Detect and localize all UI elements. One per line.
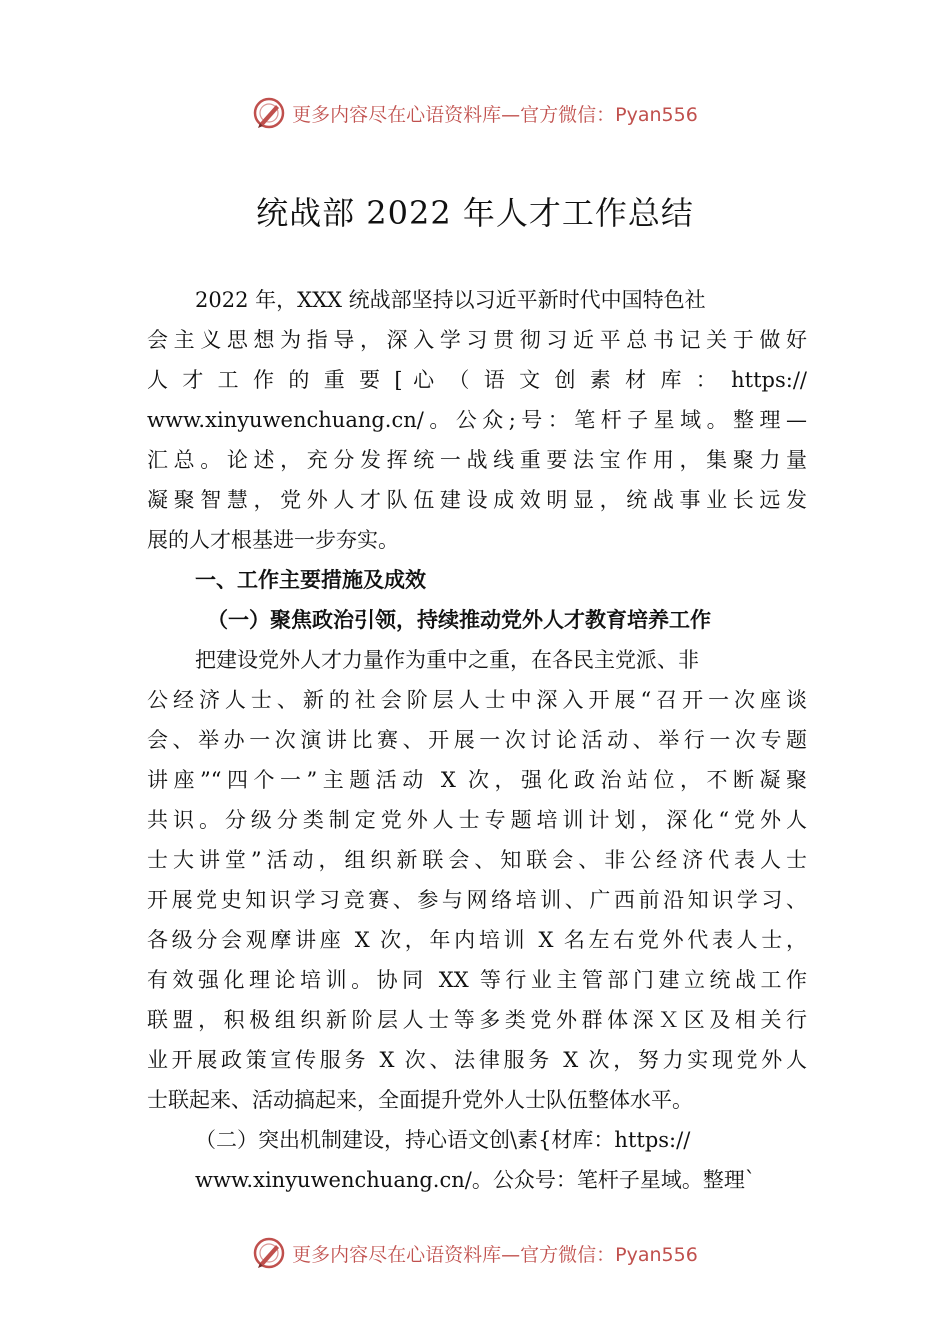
pen-circle-logo-icon [252, 96, 286, 130]
intro-line: 展的人才根基进一步夯实。 [147, 528, 399, 552]
paragraph-line: 各级分会观摩讲座 X 次，年内培训 X 名左右党外代表人士， [147, 928, 807, 952]
watermark-text: 更多内容尽在心语资料库—官方微信：Pyan556 [292, 103, 698, 126]
watermark-text: 更多内容尽在心语资料库—官方微信：Pyan556 [292, 1243, 698, 1266]
paragraph-line: 把建设党外人才力量作为重中之重，在各民主党派、非 [195, 648, 699, 672]
paragraph-line: 讲座”“四个一”主题活动 X 次，强化政治站位，不断凝聚 [147, 768, 807, 792]
subsection-heading: （一）聚焦政治引领，持续推动党外人才教育培养工作 [207, 607, 711, 632]
paragraph-line: 士联起来、活动搞起来，全面提升党外人士队伍整体水平。 [147, 1088, 693, 1112]
subsection-heading-2-continued: www.xinyuwenchuang.cn/。公众号：笔杆子星域。整理` [195, 1168, 756, 1192]
intro-line: 汇总。论述，充分发挥统一战线重要法宝作用，集聚力量 [147, 448, 807, 472]
intro-line: 人 才 工 作 的 重 要 [ 心 （ 语 文 创 素 材 库 ： https:// [147, 368, 807, 392]
paragraph-line: 业开展政策宣传服务 X 次、法律服务 X 次，努力实现党外人 [147, 1048, 807, 1072]
paragraph-line: 士大讲堂”活动，组织新联会、知联会、非公经济代表人士 [147, 848, 807, 872]
paragraph-line: 公经济人士、新的社会阶层人士中深入开展“召开一次座谈 [147, 688, 807, 712]
intro-line: www.xinyuwenchuang.cn/。公众;号：笔杆子星域。整理— [147, 408, 807, 432]
paragraph-line: 共识。分级分类制定党外人士专题培训计划，深化“党外人 [147, 808, 807, 832]
intro-line: 会主义思想为指导，深入学习贯彻习近平总书记关于做好 [147, 328, 807, 352]
pen-circle-logo-icon [252, 1236, 286, 1270]
document-body [147, 280, 807, 1200]
paragraph-line: 会、举办一次演讲比赛、开展一次讨论活动、举行一次专题 [147, 728, 807, 752]
paragraph-line: 联盟，积极组织新阶层人士等多类党外群体深Ｘ区及相关行 [147, 1008, 807, 1032]
document-title: 统战部 2022 年人才工作总结 [256, 194, 694, 232]
paragraph-line: 有效强化理论培训。协同 XX 等行业主管部门建立统战工作 [147, 968, 807, 992]
section-heading: 一、工作主要措施及成效 [195, 568, 426, 592]
header-watermark [0, 96, 950, 130]
intro-line: 2022 年，XXX 统战部坚持以习近平新时代中国特色社 [195, 288, 706, 312]
subsection-heading-2: （二）突出机制建设，持心语文创\素{材库：https:// [195, 1128, 691, 1152]
footer-watermark [0, 1236, 950, 1270]
intro-line: 凝聚智慧，党外人才队伍建设成效明显，统战事业长远发 [147, 488, 807, 512]
paragraph-line: 开展党史知识学习竞赛、参与网络培训、广西前沿知识学习、 [147, 888, 807, 912]
